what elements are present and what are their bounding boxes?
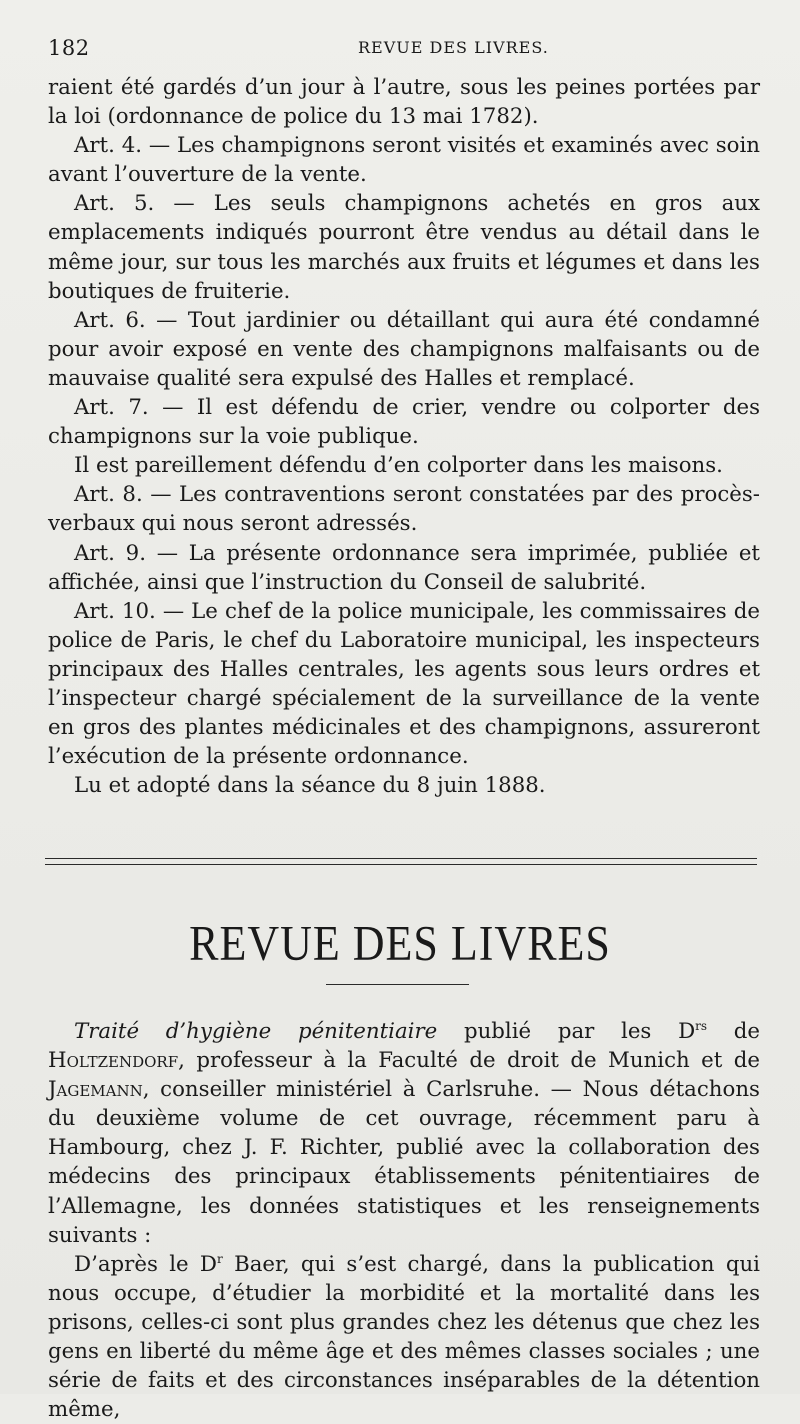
page-number: 182 — [48, 36, 90, 60]
section-heading: REVUE DES LIVRES — [189, 916, 611, 971]
author-name: Jagemann — [48, 1077, 143, 1103]
paragraph-art-7-sub: Il est pareillement défendu d’en colporter dans les maisons. — [74, 453, 723, 479]
paragraph-adoption: Lu et adopté dans la séance du 8 juin 1888. — [74, 773, 546, 799]
review-text: , conseiller ministériel à Carlsruhe. — Nous détachons du deuxième volume de cet ouvrage, récemment paru à Hambourg, chez J. F. Richter, publié avec la collaboration des médecins des principaux établissements pénitentiaires de l’Allemagne, les données statistiques et les renseignements suivants : — [48, 1077, 760, 1248]
paragraph-baer — [48, 1250, 760, 1424]
review-body — [48, 1017, 760, 1424]
paragraph-art-4: Art. 4. — Les champignons seront visités et examinés avec soin avant l’ouverture de la vente. — [48, 133, 760, 188]
text-before: D’après le — [74, 1251, 189, 1277]
heading-underline — [326, 984, 469, 985]
author-name: Holtzendorf — [48, 1048, 179, 1074]
paragraph-art-10: Art. 10. — Le chef de la police municipale, les commissaires de police de Paris, le chef du Laboratoire municipal, les inspecteurs principaux des Halles centrales, les agents sous leurs ordres et l’inspecteur chargé spécialement de la surveillance de la vente en gros des plantes médicinales et des champignons, assureront l’exécution de la présente ordonnance. — [48, 598, 760, 770]
section-divider — [45, 858, 757, 865]
paragraph-review-intro — [48, 1017, 760, 1250]
running-head — [48, 36, 758, 60]
text-published-by: publié par les — [463, 1019, 652, 1044]
abbrev-drs: D — [678, 1019, 696, 1044]
author-role: , professeur à la Faculté de droit de Munich et de — [178, 1048, 760, 1074]
abbrev-dr-sup: r — [217, 1251, 223, 1266]
text-de: de — [733, 1019, 760, 1044]
paragraph-art-6: Art. 6. — Tout jardinier ou détaillant qui aura été condamné pour avoir exposé en vente des champignons malfaisants ou de mauvaise qualité sera expulsé des Halles et remplacé. — [48, 307, 760, 391]
running-title: REVUE DES LIVRES. — [358, 38, 549, 57]
baer-text: Baer, qui s’est chargé, dans la publication qui nous occupe, d’étudier la morbidité et la mortalité dans les prisons, celles-ci sont plus grandes chez les détenus que chez les gens en liberté du même âge et des mêmes classes sociales ; une série de faits et des circonstances inséparables de la détention même, — [48, 1251, 760, 1423]
article-continuation — [48, 73, 760, 800]
abbrev-dr: D — [199, 1251, 217, 1277]
paragraph-art-5: Art. 5. — Les seuls champignons achetés en gros aux emplacements indiqués pourront être vendus au détail dans le même jour, sur tous les marchés aux fruits et légumes et dans les boutiques de fruiterie. — [48, 191, 760, 304]
abbrev-drs-sup: rs — [695, 1019, 708, 1033]
paragraph-continuation: raient été gardés d’un jour à l’autre, sous les peines portées par la loi (ordonnance de police du 13 mai 1782). — [48, 75, 760, 130]
paragraph-art-9: Art. 9. — La présente ordonnance sera imprimée, publiée et affichée, ainsi que l’instruction du Conseil de salubrité. — [48, 540, 760, 595]
paragraph-art-8: Art. 8. — Les contraventions seront constatées par des procès-verbaux qui nous seront adressés. — [48, 482, 760, 537]
book-title: Traité d’hygiène pénitentiaire — [74, 1019, 438, 1044]
paragraph-art-7: Art. 7. — Il est défendu de crier, vendre ou colporter des champignons sur la voie publique. — [48, 395, 760, 450]
